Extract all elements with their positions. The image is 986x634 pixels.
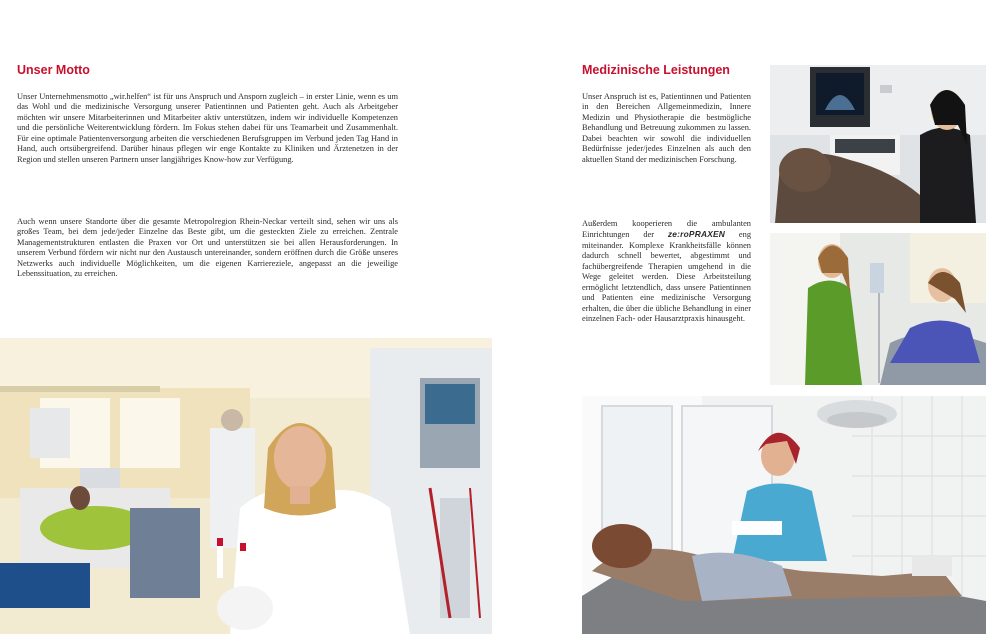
services-paragraph-1: Unser Anspruch ist es, Patientinnen und Patienten in den Bereichen Allgemeinmedizin, Innere Medizin und Physiotherapie die bestmögliche Behandlung und Betreuung zukommen zu lassen. Dabei beachten wir sowohl die individuellen Bedürfnisse jeder/jedes Einzelnen als auch den aktuellen Stand der medizinischen Forschung.	[582, 92, 751, 164]
motto-paragraph-2: Auch wenn unsere Standorte über die gesamte Metropolregion Rhein-Neckar verteilt sind, sehen wir uns als großes Team, bei dem jede/jeder Einzelne das Beste gibt, um die gesteckten Ziele zu erreichen. Zentrale Managementstrukturen entlasten die Praxen vor Ort und unterstützen sie bei allen Herausforderungen. In unserem Verbund fördern wir nicht nur den Austausch untereinander, sondern eröffnen durch die Größe unseres Netzwerks auch individuelle Möglichkeiten, um die eigenen Karriereziele, angepasst an die jeweilige Lebenssituation, zu erreichen.	[17, 217, 398, 279]
photo-dialysis-nurse	[0, 338, 492, 634]
services-paragraph-2-end: eng miteinander. Komplexe Krankheitsfälle können dadurch schnell bewertet, abgestimmt und fachübergreifende Therapien umgehend in die Wege geleitet werden. Diese Arbeitsteilung ermöglicht letztendlich, dass unsere Patientinnen und Patienten eine medizinische Versorgung erhalten, die über die übliche Behandlung in einer einzelnen Fach- oder Hausarztpraxis hinausgeht.	[582, 230, 752, 324]
services-heading: Medizinische Leistungen	[582, 63, 730, 77]
motto-heading: Unser Motto	[17, 63, 90, 77]
services-paragraph-2-start: Außerdem kooperieren die ambulanten Einrichtungen der	[582, 219, 751, 240]
motto-paragraph-1: Unser Unternehmensmotto „wir.helfen“ ist für uns Anspruch und Ansporn zugleich – in erster Linie, wenn es um das Wohl und die medizinische Versorgung unserer Patientinnen und Patienten geht. Auch als Arbeitgeber möchten wir unsere Mitarbeiterinnen und Mitarbeiter aktiv unterstützen, indem wir individuelle Kompetenzen und die persönliche Weiterentwicklung fördern. Im Fokus stehen dabei für uns Teamarbeit und Zusammenhalt. Für eine optimale Patientenversorgung arbeiten die verschiedenen Berufsgruppen im Verbund jeden Tag Hand in Hand, auch ortsübergreifend. Darüber hinaus pflegen wir enge Kontakte zu Kliniken und Ärztenetzen in der Region und stellen unseren Partnern unser langjähriges Know-how zur Verfügung.	[17, 92, 398, 164]
brand-name: ze:roPRAXEN	[667, 229, 726, 240]
services-paragraph-2	[582, 219, 751, 325]
photo-ultrasound	[770, 65, 986, 223]
photo-physiotherapy	[582, 396, 986, 634]
photo-infusion	[770, 233, 986, 385]
